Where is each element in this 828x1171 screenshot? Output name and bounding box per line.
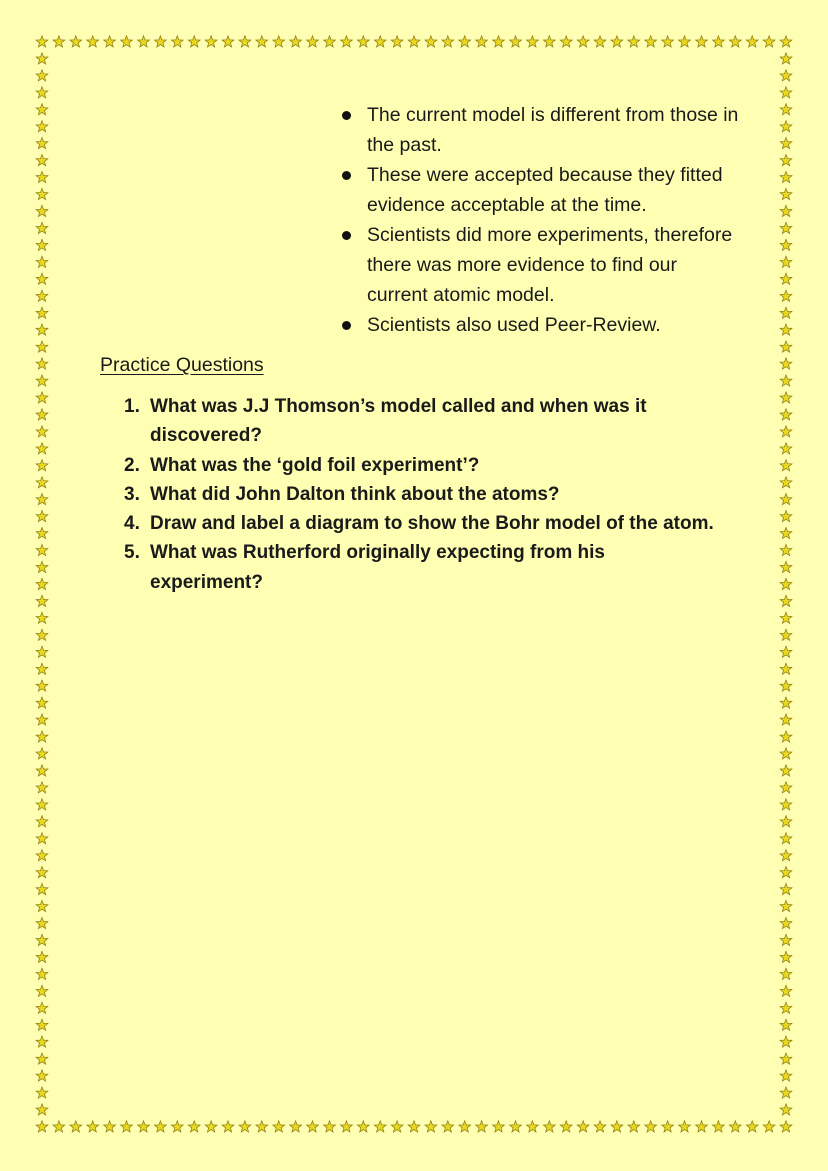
- border-star-icon: [780, 121, 792, 132]
- border-star-icon: [53, 36, 65, 47]
- question-text: What did John Dalton think about the atoms?: [150, 483, 560, 505]
- border-star-icon: [780, 833, 792, 844]
- border-star-icon: [290, 36, 302, 47]
- border-star-icon: [780, 1053, 792, 1064]
- border-star-icon: [36, 409, 48, 420]
- border-star-icon: [746, 36, 758, 47]
- bullet-item: [340, 100, 740, 160]
- border-star-icon: [36, 867, 48, 878]
- border-star-icon: [780, 1087, 792, 1098]
- border-star-icon: [36, 1053, 48, 1064]
- bullet-text: These were accepted because they fitted evidence acceptable at the time.: [367, 164, 723, 216]
- border-star-icon: [290, 1121, 302, 1132]
- border-star-icon: [459, 36, 471, 47]
- border-star-icon: [577, 1121, 589, 1132]
- border-star-icon: [36, 1036, 48, 1047]
- border-star-icon: [36, 934, 48, 945]
- border-star-icon: [36, 494, 48, 505]
- bullet-dot-icon: [342, 171, 351, 180]
- border-star-icon: [36, 833, 48, 844]
- border-star-icon: [36, 1104, 48, 1115]
- border-star-icon: [780, 87, 792, 98]
- border-star-icon: [239, 1121, 251, 1132]
- border-star-icon: [36, 443, 48, 454]
- border-star-icon: [780, 222, 792, 233]
- bullet-text: Scientists also used Peer-Review.: [367, 314, 661, 336]
- border-star-icon: [780, 1070, 792, 1081]
- border-star-icon: [560, 36, 572, 47]
- bullet-list: [340, 100, 740, 340]
- border-star-icon: [425, 36, 437, 47]
- border-star-icon: [36, 985, 48, 996]
- border-star-icon: [36, 392, 48, 403]
- border-star-icon: [729, 36, 741, 47]
- question-number: 1.: [124, 396, 140, 417]
- border-star-icon: [780, 968, 792, 979]
- border-star-icon: [36, 731, 48, 742]
- border-star-icon: [36, 527, 48, 538]
- border-star-icon: [36, 1121, 48, 1132]
- bullet-dot-icon: [342, 111, 351, 120]
- border-star-icon: [780, 816, 792, 827]
- border-star-icon: [138, 36, 150, 47]
- border-star-icon: [36, 53, 48, 64]
- border-star-icon: [780, 138, 792, 149]
- border-star-icon: [36, 544, 48, 555]
- border-star-icon: [36, 663, 48, 674]
- border-star-icon: [780, 578, 792, 589]
- border-star-icon: [780, 1121, 792, 1132]
- border-star-icon: [87, 36, 99, 47]
- border-star-icon: [713, 1121, 725, 1132]
- border-star-icon: [341, 1121, 353, 1132]
- border-star-icon: [560, 1121, 572, 1132]
- border-star-icon: [391, 1121, 403, 1132]
- border-star-icon: [780, 273, 792, 284]
- border-star-icon: [763, 1121, 775, 1132]
- border-star-icon: [324, 1121, 336, 1132]
- border-star-icon: [645, 1121, 657, 1132]
- border-star-icon: [780, 155, 792, 166]
- border-star-icon: [780, 850, 792, 861]
- border-star-icon: [780, 239, 792, 250]
- border-star-icon: [273, 36, 285, 47]
- question-text: What was Rutherford originally expecting from his experiment?: [150, 542, 605, 593]
- border-star-icon: [780, 392, 792, 403]
- border-star-icon: [36, 341, 48, 352]
- border-star-icon: [594, 36, 606, 47]
- border-star-icon: [780, 443, 792, 454]
- border-star-icon: [577, 36, 589, 47]
- border-star-icon: [36, 578, 48, 589]
- border-star-icon: [442, 36, 454, 47]
- border-star-icon: [611, 36, 623, 47]
- border-star-icon: [36, 1002, 48, 1013]
- border-star-icon: [780, 527, 792, 538]
- border-star-icon: [780, 900, 792, 911]
- border-star-icon: [780, 697, 792, 708]
- border-star-icon: [36, 87, 48, 98]
- border-star-icon: [780, 205, 792, 216]
- border-star-icon: [70, 1121, 82, 1132]
- border-star-icon: [36, 205, 48, 216]
- border-star-icon: [527, 36, 539, 47]
- bullet-item: [340, 160, 740, 220]
- border-star-icon: [171, 36, 183, 47]
- border-star-icon: [36, 900, 48, 911]
- border-star-icon: [493, 36, 505, 47]
- border-star-icon: [780, 1002, 792, 1013]
- question-number: 5.: [124, 542, 140, 564]
- border-star-icon: [780, 884, 792, 895]
- border-star-icon: [36, 36, 48, 47]
- border-star-icon: [36, 188, 48, 199]
- border-star-icon: [780, 1104, 792, 1115]
- border-star-icon: [763, 36, 775, 47]
- border-star-icon: [36, 358, 48, 369]
- border-star-icon: [121, 1121, 133, 1132]
- border-star-icon: [36, 477, 48, 488]
- question-number: 3.: [124, 483, 140, 505]
- border-star-icon: [543, 36, 555, 47]
- border-star-icon: [36, 138, 48, 149]
- bullet-text: Scientists did more experiments, therefore there was more evidence to find our current atomic model.: [367, 224, 733, 306]
- border-star-icon: [36, 951, 48, 962]
- border-star-icon: [36, 256, 48, 267]
- border-star-icon: [780, 934, 792, 945]
- border-star-icon: [425, 1121, 437, 1132]
- border-star-icon: [780, 188, 792, 199]
- border-star-icon: [780, 1036, 792, 1047]
- border-star-icon: [780, 324, 792, 335]
- border-star-icon: [36, 612, 48, 623]
- border-star-icon: [36, 884, 48, 895]
- border-star-icon: [780, 375, 792, 386]
- practice-questions-heading: Practice Questions: [100, 354, 264, 376]
- border-star-icon: [36, 155, 48, 166]
- border-star-icon: [780, 53, 792, 64]
- border-star-icon: [713, 36, 725, 47]
- border-star-icon: [780, 460, 792, 471]
- border-star-icon: [780, 595, 792, 606]
- border-star-icon: [780, 917, 792, 928]
- border-star-icon: [138, 1121, 150, 1132]
- border-star-icon: [36, 748, 48, 759]
- border-star-icon: [357, 1121, 369, 1132]
- bullet-text: The current model is different from those in the past.: [367, 104, 739, 156]
- border-star-icon: [780, 290, 792, 301]
- border-star-icon: [70, 36, 82, 47]
- border-star-icon: [780, 256, 792, 267]
- border-star-icon: [408, 36, 420, 47]
- border-star-icon: [662, 36, 674, 47]
- border-star-icon: [36, 222, 48, 233]
- border-star-icon: [780, 341, 792, 352]
- border-star-icon: [36, 324, 48, 335]
- question-text: What was the ‘gold foil experiment’?: [150, 454, 480, 476]
- border-star-icon: [780, 867, 792, 878]
- border-star-icon: [36, 646, 48, 657]
- border-star-icon: [205, 1121, 217, 1132]
- border-star-icon: [645, 36, 657, 47]
- border-star-icon: [510, 36, 522, 47]
- border-star-icon: [780, 714, 792, 725]
- border-star-icon: [780, 409, 792, 420]
- border-star-icon: [543, 1121, 555, 1132]
- border-star-icon: [36, 1070, 48, 1081]
- border-star-icon: [780, 765, 792, 776]
- border-star-icon: [36, 1087, 48, 1098]
- question-item: [124, 480, 714, 509]
- border-star-icon: [104, 36, 116, 47]
- border-star-icon: [104, 1121, 116, 1132]
- border-star-icon: [357, 36, 369, 47]
- border-star-icon: [780, 36, 792, 47]
- border-star-icon: [36, 799, 48, 810]
- border-star-icon: [780, 426, 792, 437]
- border-star-icon: [273, 1121, 285, 1132]
- border-star-icon: [679, 36, 691, 47]
- border-star-icon: [171, 1121, 183, 1132]
- border-star-icon: [36, 714, 48, 725]
- border-star-icon: [493, 1121, 505, 1132]
- border-star-icon: [780, 307, 792, 318]
- border-star-icon: [36, 629, 48, 640]
- border-star-icon: [459, 1121, 471, 1132]
- border-star-icon: [121, 36, 133, 47]
- border-star-icon: [780, 104, 792, 115]
- border-star-icon: [36, 782, 48, 793]
- border-star-icon: [408, 1121, 420, 1132]
- question-text: Draw and label a diagram to show the Bohr model of the atom.: [150, 513, 714, 535]
- border-star-icon: [780, 731, 792, 742]
- border-star-icon: [780, 748, 792, 759]
- border-star-icon: [239, 36, 251, 47]
- border-star-icon: [36, 765, 48, 776]
- question-number: 2.: [124, 454, 140, 476]
- question-item: [124, 451, 714, 480]
- question-item: [124, 538, 714, 597]
- border-star-icon: [780, 951, 792, 962]
- border-star-icon: [780, 477, 792, 488]
- border-star-icon: [780, 1019, 792, 1030]
- question-item: [124, 509, 714, 538]
- bullet-dot-icon: [342, 231, 351, 240]
- border-star-icon: [628, 36, 640, 47]
- border-star-icon: [222, 36, 234, 47]
- border-star-icon: [780, 680, 792, 691]
- border-star-icon: [662, 1121, 674, 1132]
- border-star-icon: [442, 1121, 454, 1132]
- border-star-icon: [594, 1121, 606, 1132]
- border-star-icon: [155, 36, 167, 47]
- border-star-icon: [36, 121, 48, 132]
- border-star-icon: [36, 70, 48, 81]
- border-star-icon: [222, 1121, 234, 1132]
- border-star-icon: [476, 1121, 488, 1132]
- border-star-icon: [780, 782, 792, 793]
- border-star-icon: [36, 307, 48, 318]
- border-star-icon: [36, 171, 48, 182]
- border-star-icon: [780, 544, 792, 555]
- border-star-icon: [256, 36, 268, 47]
- border-star-icon: [36, 680, 48, 691]
- border-star-icon: [341, 36, 353, 47]
- border-star-icon: [36, 561, 48, 572]
- border-star-icon: [696, 1121, 708, 1132]
- border-star-icon: [188, 36, 200, 47]
- border-star-icon: [36, 816, 48, 827]
- border-star-icon: [374, 1121, 386, 1132]
- border-star-icon: [729, 1121, 741, 1132]
- border-star-icon: [780, 171, 792, 182]
- border-star-icon: [391, 36, 403, 47]
- border-star-icon: [780, 663, 792, 674]
- border-star-icon: [780, 70, 792, 81]
- border-star-icon: [611, 1121, 623, 1132]
- question-number: 4.: [124, 513, 140, 535]
- border-star-icon: [780, 358, 792, 369]
- border-star-icon: [36, 697, 48, 708]
- border-star-icon: [36, 917, 48, 928]
- border-star-icon: [679, 1121, 691, 1132]
- border-star-icon: [87, 1121, 99, 1132]
- border-star-icon: [696, 36, 708, 47]
- border-star-icon: [780, 612, 792, 623]
- border-star-icon: [205, 36, 217, 47]
- border-star-icon: [36, 1019, 48, 1030]
- border-star-icon: [256, 1121, 268, 1132]
- border-star-icon: [36, 595, 48, 606]
- border-star-icon: [36, 850, 48, 861]
- border-star-icon: [307, 1121, 319, 1132]
- border-star-icon: [36, 375, 48, 386]
- border-star-icon: [155, 1121, 167, 1132]
- border-star-icon: [36, 239, 48, 250]
- border-star-icon: [780, 511, 792, 522]
- border-star-icon: [780, 629, 792, 640]
- border-star-icon: [307, 36, 319, 47]
- border-star-icon: [36, 104, 48, 115]
- border-star-icon: [53, 1121, 65, 1132]
- question-text: What was J.J Thomson’s model called and when was it discovered?: [150, 396, 647, 447]
- border-star-icon: [36, 968, 48, 979]
- border-star-icon: [324, 36, 336, 47]
- border-star-icon: [36, 290, 48, 301]
- border-star-icon: [374, 36, 386, 47]
- bullet-item: [340, 310, 740, 340]
- border-star-icon: [746, 1121, 758, 1132]
- border-star-icon: [510, 1121, 522, 1132]
- practice-questions-list: [124, 392, 714, 597]
- border-star-icon: [476, 36, 488, 47]
- border-star-icon: [780, 799, 792, 810]
- border-star-icon: [36, 460, 48, 471]
- border-star-icon: [780, 561, 792, 572]
- border-star-icon: [36, 273, 48, 284]
- bullet-item: [340, 220, 740, 310]
- bullet-dot-icon: [342, 321, 351, 330]
- border-star-icon: [780, 985, 792, 996]
- border-star-icon: [36, 426, 48, 437]
- border-star-icon: [628, 1121, 640, 1132]
- border-star-icon: [780, 646, 792, 657]
- border-star-icon: [36, 511, 48, 522]
- border-star-icon: [780, 494, 792, 505]
- border-star-icon: [188, 1121, 200, 1132]
- question-item: [124, 392, 714, 451]
- border-star-icon: [527, 1121, 539, 1132]
